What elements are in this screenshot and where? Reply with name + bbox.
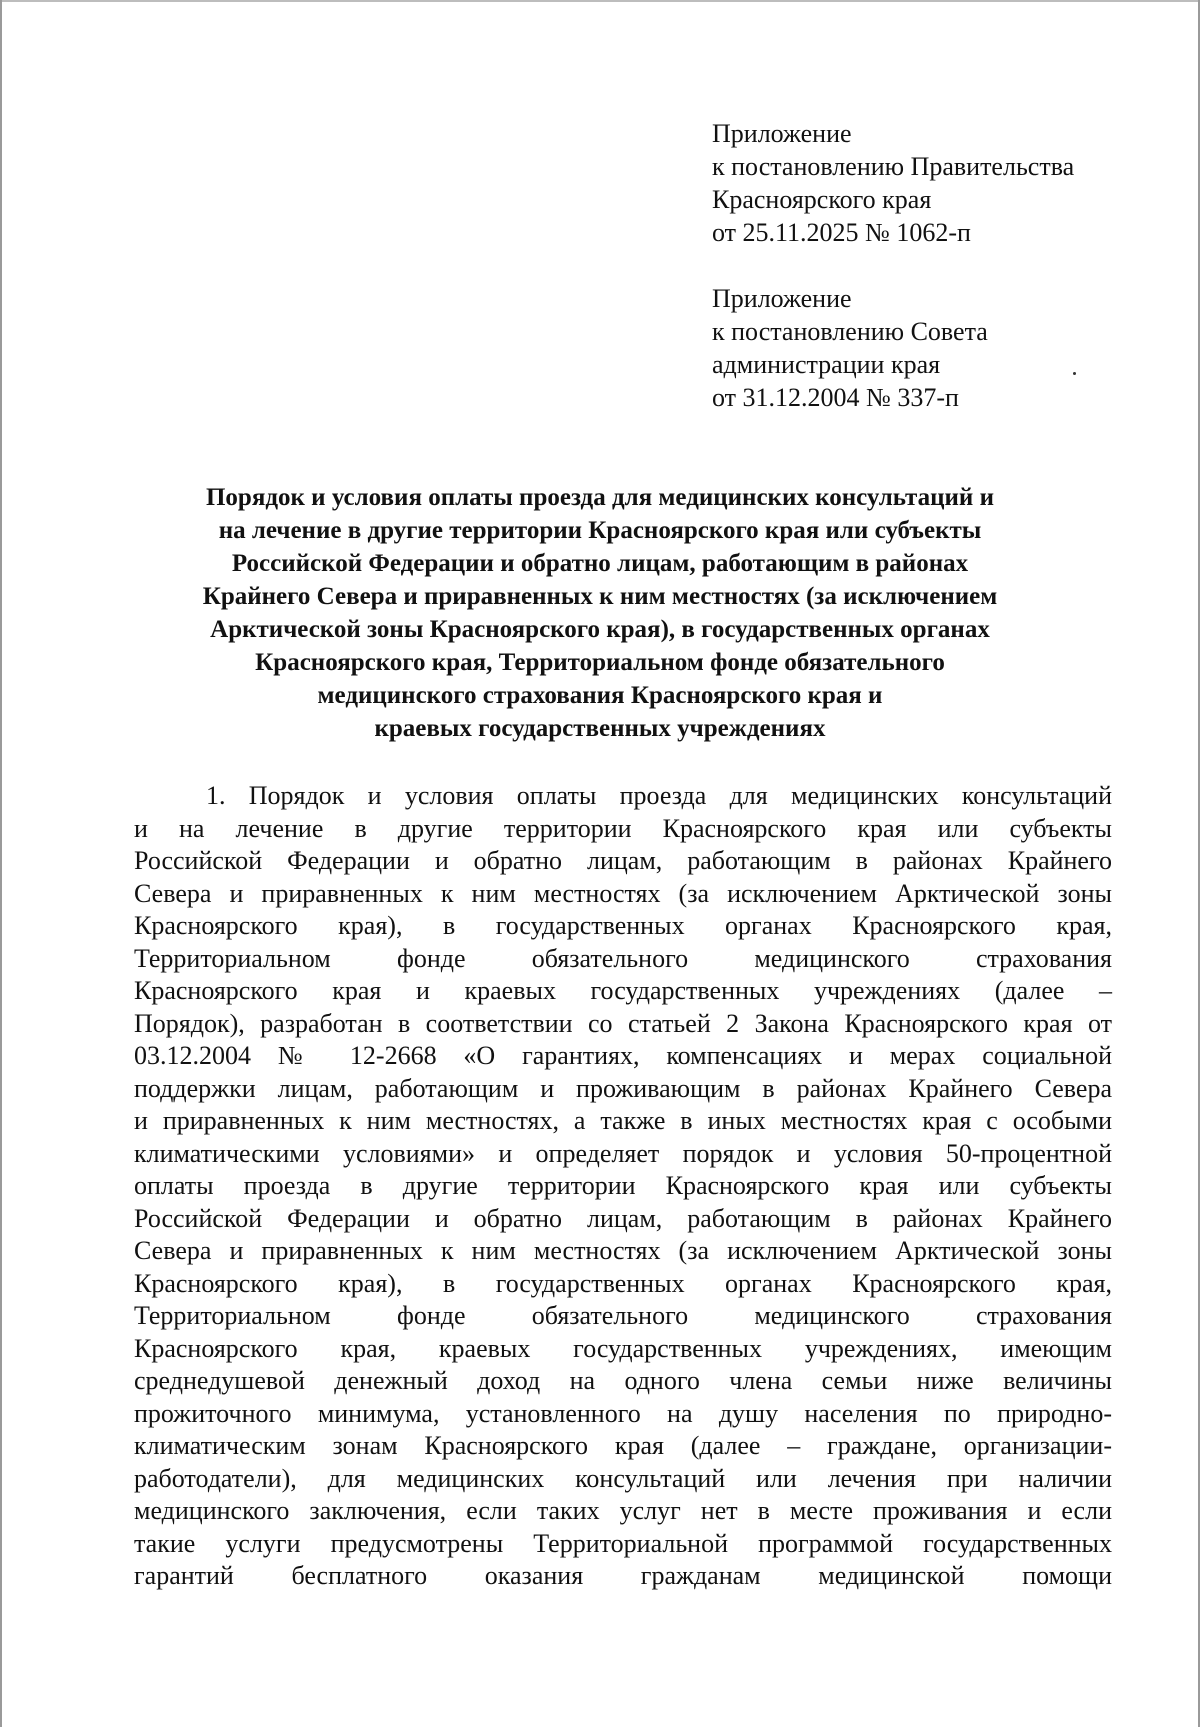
paragraph-line: Красноярского края и краевых государственных учреждениях (далее – [134, 976, 1112, 1005]
title-line: Российской Федерации и обратно лицам, работающим в районах [231, 550, 969, 577]
appendix-line: от 25.11.2025 № 1062-п [712, 218, 971, 247]
appendix-line: от 31.12.2004 № 337-п [712, 383, 959, 412]
paragraph-line: и на лечение в другие территории Красноярского края или субъекты [134, 813, 1112, 843]
paragraph-line: оплаты проезда в другие территории Красноярского края или субъекты [134, 1171, 1112, 1200]
title-line: Арктической зоны Красноярского края), в государственных органах [210, 616, 990, 643]
paragraph-line: Красноярского края, краевых государственных учреждениях, имеющим [134, 1333, 1112, 1363]
document-title [130, 481, 1070, 745]
paragraph-line: Красноярского края), в государственных органах Красноярского края, [134, 1268, 1112, 1298]
paragraph-line: климатическими условиями» и определяет порядок и условия 50-процентной [134, 1138, 1112, 1168]
paragraph-line: Порядок), разработан в соответствии со статьей 2 Закона Красноярского края от [134, 1008, 1112, 1038]
appendix-line: Приложение [712, 119, 852, 148]
paragraph-line: Территориальном фонде обязательного медицинского страхования [134, 943, 1112, 973]
scan-speck [1073, 372, 1076, 375]
appendix-block-original [712, 282, 988, 414]
appendix-block-current [712, 117, 1074, 249]
appendix-line: администрации края [712, 350, 941, 379]
title-line: на лечение в другие территории Красноярского края или субъекты [218, 517, 982, 544]
title-line: Порядок и условия оплаты проезда для медицинских консультаций и [205, 484, 994, 511]
paragraph-line: Красноярского края), в государственных органах Красноярского края, [134, 911, 1112, 940]
scan-edge-top [0, 0, 1200, 2]
title-line: медицинского страхования Красноярского края и [317, 682, 883, 709]
paragraph-line: такие услуги предусмотрены Территориальной программой государственных [134, 1528, 1112, 1558]
title-line: краевых государственных учреждениях [374, 715, 826, 742]
paragraph-line: 03.12.2004 № 12-2668 «О гарантиях, компенсациях и мерах социальной [134, 1041, 1112, 1070]
paragraph-line: работодатели), для медицинских консультаций или лечения при наличии [134, 1463, 1112, 1493]
paragraph-line: Российской Федерации и обратно лицам, работающим в районах Крайнего [134, 1203, 1112, 1233]
paragraph-line: Российской Федерации и обратно лицам, работающим в районах Крайнего [134, 846, 1112, 875]
paragraph-1 [134, 780, 1112, 1593]
title-line: Красноярского края, Территориальном фонде обязательного [255, 649, 945, 676]
paragraph-line: среднедушевой денежный доход на одного члена семьи ниже величины [134, 1366, 1112, 1395]
paragraph-line: и приравненных к ним местностях, а также в иных местностях края с особыми [134, 1106, 1112, 1135]
paragraph-line: 1. Порядок и условия оплаты проезда для медицинских консультаций [206, 781, 1112, 810]
paragraph-line: прожиточного минимума, установленного на душу населения по природно- [134, 1398, 1112, 1428]
scan-edge-left [0, 0, 2, 1727]
paragraph-line: гарантий бесплатного оказания гражданам медицинской помощи [134, 1561, 1112, 1590]
title-line: Крайнего Севера и приравненных к ним местностях (за исключением [202, 583, 998, 610]
paragraph-line: Севера и приравненных к ним местностях (за исключением Арктической зоны [134, 878, 1112, 908]
paragraph-line: климатическим зонам Красноярского края (далее – граждане, организации- [134, 1431, 1112, 1460]
appendix-line: Приложение [712, 284, 852, 313]
appendix-line: к постановлению Совета [712, 317, 988, 346]
appendix-line: Красноярского края [712, 185, 932, 214]
paragraph-line: Севера и приравненных к ним местностях (за исключением Арктической зоны [134, 1236, 1112, 1265]
paragraph-line: медицинского заключения, если таких услуг нет в месте проживания и если [134, 1496, 1112, 1525]
paragraph-line: поддержки лицам, работающим и проживающим в районах Крайнего Севера [134, 1073, 1112, 1103]
paragraph-line: Территориальном фонде обязательного медицинского страхования [134, 1301, 1112, 1330]
appendix-line: к постановлению Правительства [712, 152, 1075, 181]
